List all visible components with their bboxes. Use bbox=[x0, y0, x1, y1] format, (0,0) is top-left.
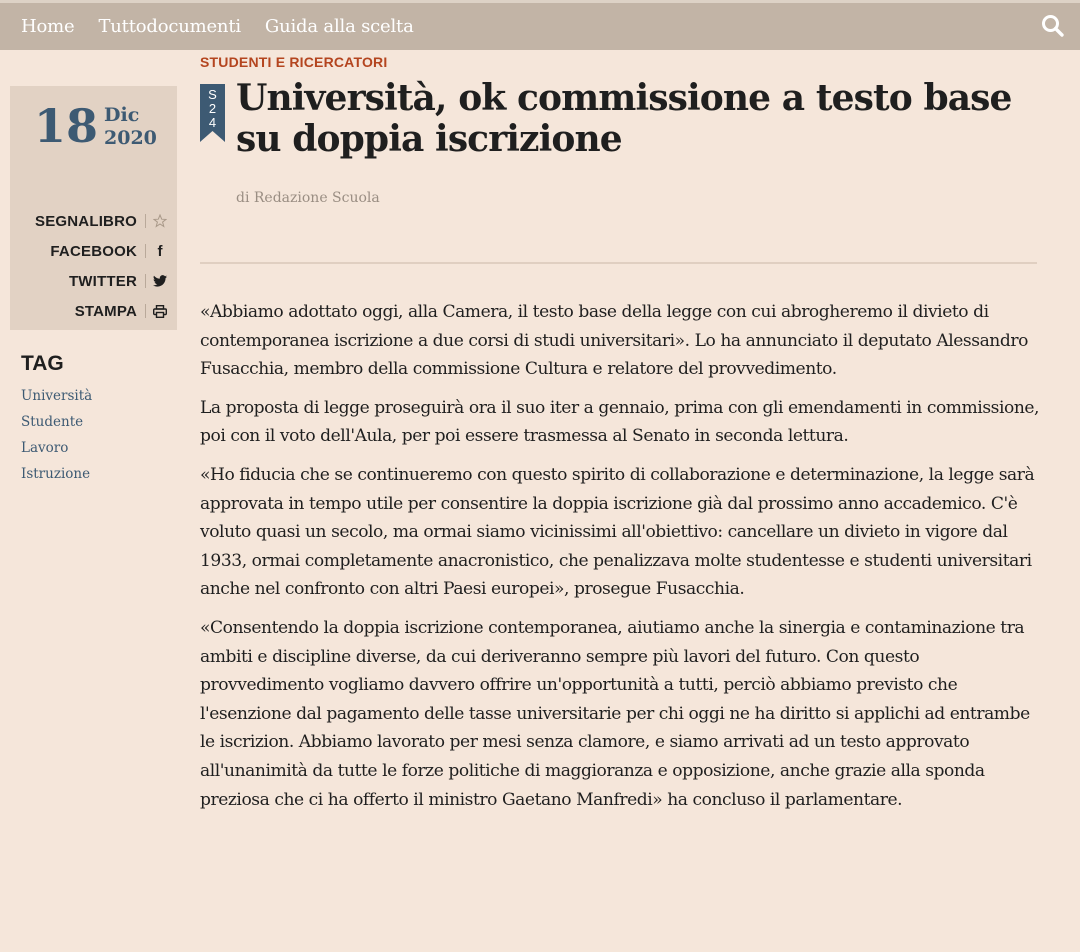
tag-item bbox=[21, 463, 92, 489]
twitter-label: TWITTER bbox=[68, 272, 137, 290]
main-nav bbox=[21, 3, 414, 50]
tag-link-studente[interactable]: Studente bbox=[21, 414, 84, 430]
article-paragraph: «Consentendo la doppia iscrizione contemporanea, aiutiamo anche la sinergia e contaminazione tra ambiti e discipline diverse, da cui deriveranno sempre più lavori del futuro. Con questo provvedimento vogliamo davvero offrire un'opportunità a tutti, perciò abbiamo previsto che l'esenzione dal pagamento delle tasse universitarie per chi oggi ne ha diritto si applichi ad entrambe le iscrizion. Abbiamo lavorato per mesi senza clamore, e siamo arrivati ad un testo approvato all'unanimità da tutte le forze politiche di maggioranza e opposizione, anche grazie alla sponda preziosa che ci ha offerto il ministro Gaetano Manfredi» ha concluso il parlamentare. bbox=[200, 617, 1030, 810]
tag-item bbox=[21, 385, 92, 411]
date-day: 18 bbox=[34, 99, 99, 153]
article-section-kicker[interactable]: STUDENTI E RICERCATORI bbox=[200, 54, 388, 70]
facebook-label: FACEBOOK bbox=[50, 242, 137, 260]
article-paragraph: La proposta di legge proseguirà ora il suo iter a gennaio, prima con gli emendamenti in commissione, poi con il voto dell'Aula, per poi essere trasmessa al Senato in seconda lettura. bbox=[200, 397, 1040, 447]
print-button[interactable] bbox=[7, 296, 167, 326]
s24-badge-text: S 2 4 bbox=[208, 87, 217, 130]
share-actions bbox=[7, 206, 167, 326]
twitter-share-button[interactable] bbox=[7, 266, 167, 296]
tag-section-title: TAG bbox=[21, 352, 64, 375]
bookmark-label: SEGNALIBRO bbox=[34, 212, 137, 230]
header-divider bbox=[200, 262, 1037, 264]
article-paragraph: «Ho fiducia che se continueremo con questo spirito di collaborazione e determinazione, la legge sarà approvata in tempo utile per consentire la doppia iscrizione già dal prossimo anno accademico. C'è voluto quasi un secolo, ma ormai siamo vicinissimi all'obiettivo: cancellare un divieto in vigore dal 1933, ormai completamente anacronistico, che penalizzava molte studentesse e studenti universitari anche nel confronto con altri Paesi europei», prosegue Fusacchia. bbox=[200, 464, 1035, 600]
star-icon bbox=[153, 214, 167, 228]
tag-link-universita[interactable]: Università bbox=[21, 388, 93, 404]
share-divider bbox=[145, 274, 146, 288]
top-navigation-bar bbox=[0, 0, 1080, 50]
facebook-icon: f bbox=[157, 242, 163, 260]
date-month: Dic bbox=[104, 104, 140, 126]
article-body bbox=[200, 298, 1042, 824]
date-share-panel bbox=[10, 86, 177, 330]
date-year: 2020 bbox=[104, 127, 157, 149]
print-label: STAMPA bbox=[74, 302, 137, 320]
tag-item bbox=[21, 437, 92, 463]
s24-badge bbox=[200, 84, 225, 142]
search-icon bbox=[1040, 13, 1066, 39]
share-divider bbox=[145, 244, 146, 258]
tag-link-lavoro[interactable]: Lavoro bbox=[21, 440, 69, 456]
bookmark-button[interactable] bbox=[7, 206, 167, 236]
article-byline: di Redazione Scuola bbox=[236, 190, 380, 206]
facebook-share-button[interactable] bbox=[7, 236, 167, 266]
tag-list bbox=[21, 385, 92, 489]
tag-link-istruzione[interactable]: Istruzione bbox=[21, 466, 91, 482]
share-divider bbox=[145, 214, 146, 228]
printer-icon bbox=[153, 304, 167, 318]
article-paragraph: «Abbiamo adottato oggi, alla Camera, il testo base della legge con cui abrogheremo il divieto di contemporanea iscrizione a due corsi di studi universitari». Lo ha annunciato il deputato Alessandro Fusacchia, membro della commissione Cultura e relatore del provvedimento. bbox=[200, 302, 1028, 380]
tag-item bbox=[21, 411, 92, 437]
nav-tuttodocumenti-link[interactable]: Tuttodocumenti bbox=[98, 16, 241, 37]
twitter-icon bbox=[153, 274, 167, 288]
nav-home-link[interactable]: Home bbox=[21, 16, 75, 37]
share-divider bbox=[145, 304, 146, 318]
article-headline: Università, ok commissione a testo base su doppia iscrizione bbox=[236, 77, 1012, 160]
search-button[interactable] bbox=[1040, 13, 1066, 39]
nav-guida-alla-scelta-link[interactable]: Guida alla scelta bbox=[264, 16, 414, 37]
